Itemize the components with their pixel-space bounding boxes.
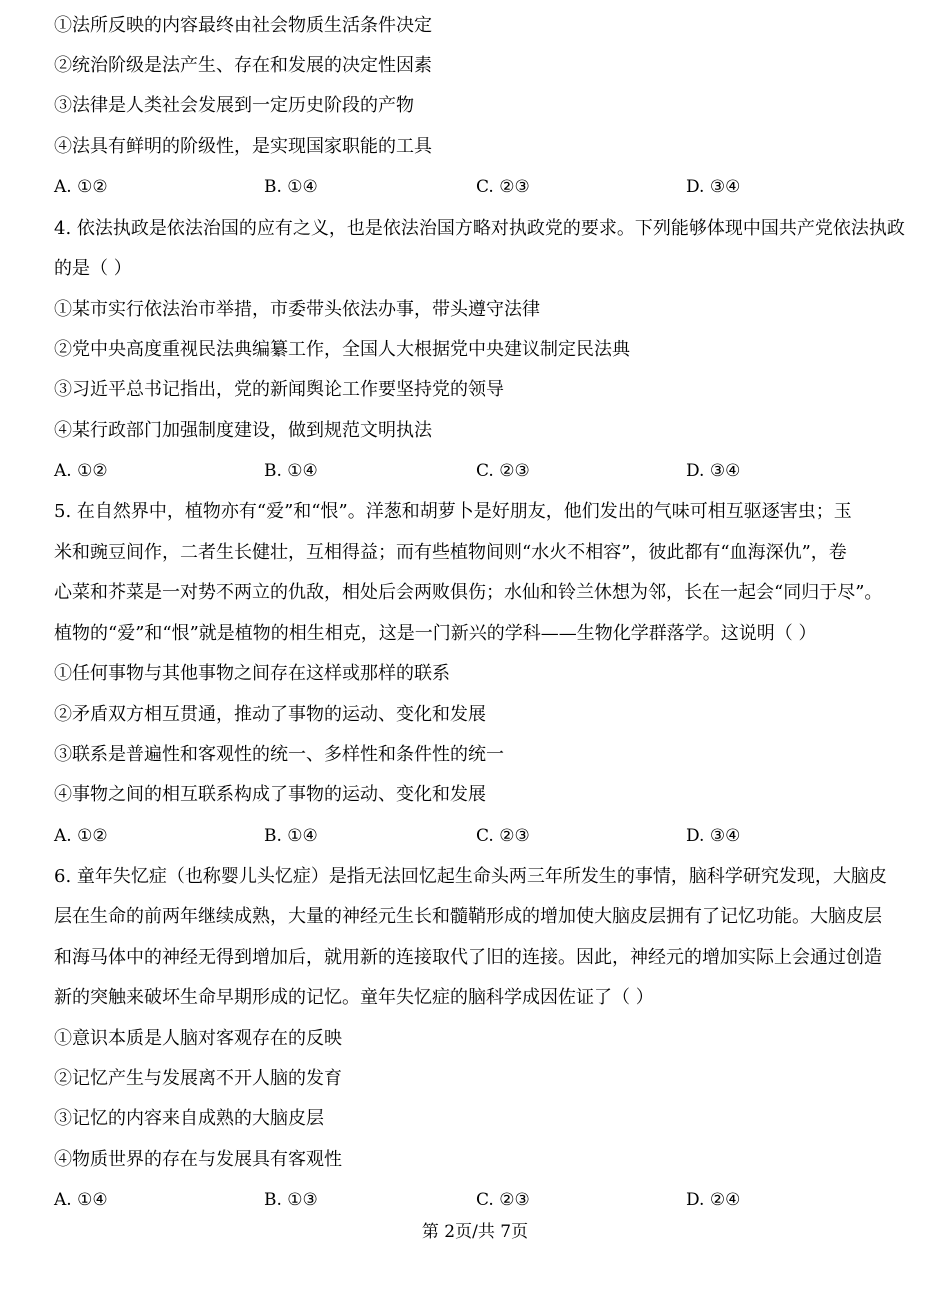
q3-statement-2: ②统治阶级是法产生、存在和发展的决定性因素 <box>54 55 432 76</box>
q6-stem-line-4: 新的突触来破坏生命早期形成的记忆。童年失忆症的脑科学成因佐证了（ ） <box>54 987 654 1008</box>
q4-statement-2: ②党中央高度重视民法典编纂工作，全国人大根据党中央建议制定民法典 <box>54 339 630 360</box>
q3-statement-1: ①法所反映的内容最终由社会物质生活条件决定 <box>54 15 432 36</box>
q6-statement-3: ③记忆的内容来自成熟的大脑皮层 <box>54 1108 324 1129</box>
q3-statement-3: ③法律是人类社会发展到一定历史阶段的产物 <box>54 95 414 116</box>
q5-stem-line-3: 心菜和芥菜是一对势不两立的仇敌，相处后会两败俱伤；水仙和铃兰休想为邻，长在一起会“同归于尽”。 <box>54 582 883 603</box>
q4-option-c: C. ②③ <box>476 461 530 481</box>
q4-statement-1: ①某市实行依法治市举措，市委带头依法办事，带头遵守法律 <box>54 299 540 320</box>
q4-statement-4: ④某行政部门加强制度建设，做到规范文明执法 <box>54 420 432 441</box>
q4-option-b: B. ①④ <box>264 461 318 481</box>
q5-statement-2: ②矛盾双方相互贯通，推动了事物的运动、变化和发展 <box>54 704 486 725</box>
q5-statement-4: ④事物之间的相互联系构成了事物的运动、变化和发展 <box>54 784 486 805</box>
q5-statement-1: ①任何事物与其他事物之间存在这样或那样的联系 <box>54 663 450 684</box>
q5-stem-line-2: 米和豌豆间作，二者生长健壮，互相得益；而有些植物间则“水火不相容”，彼此都有“血海深仇”，卷 <box>54 542 847 563</box>
q6-options <box>54 1188 914 1212</box>
q6-statement-4: ④物质世界的存在与发展具有客观性 <box>54 1149 342 1170</box>
q6-statement-2: ②记忆产生与发展离不开人脑的发育 <box>54 1068 342 1089</box>
q4-stem-line-1: 4. 依法执政是依法治国的应有之义，也是依法治国方略对执政党的要求。下列能够体现中国共产党依法执政 <box>54 218 905 239</box>
q3-option-d: D. ③④ <box>686 177 741 197</box>
q5-stem-line-1: 5. 在自然界中，植物亦有“爱”和“恨”。洋葱和胡萝卜是好朋友，他们发出的气味可相互驱逐害虫；玉 <box>54 501 852 522</box>
q4-option-d: D. ③④ <box>686 461 741 481</box>
q6-option-a: A. ①④ <box>54 1190 108 1210</box>
q6-option-c: C. ②③ <box>476 1190 530 1210</box>
q4-options <box>54 459 914 483</box>
q4-statement-3: ③习近平总书记指出，党的新闻舆论工作要坚持党的领导 <box>54 379 504 400</box>
q5-options <box>54 824 914 848</box>
q3-options <box>54 175 914 199</box>
q3-option-a: A. ①② <box>54 177 108 197</box>
q3-option-c: C. ②③ <box>476 177 530 197</box>
q4-option-a: A. ①② <box>54 461 108 481</box>
q5-option-a: A. ①② <box>54 826 108 846</box>
q5-option-b: B. ①④ <box>264 826 318 846</box>
q3-option-b: B. ①④ <box>264 177 318 197</box>
page-number-footer: 第 2页/共 7页 <box>421 1222 529 1242</box>
q5-statement-3: ③联系是普遍性和客观性的统一、多样性和条件性的统一 <box>54 744 504 765</box>
q5-stem-line-4: 植物的“爱”和“恨”就是植物的相生相克，这是一门新兴的学科——生物化学群落学。这说明（ ） <box>54 623 817 644</box>
q4-stem-line-2: 的是（ ） <box>54 258 132 279</box>
q6-stem-line-1: 6. 童年失忆症（也称婴儿头忆症）是指无法回忆起生命头两三年所发生的事情，脑科学研究发现，大脑皮 <box>54 866 887 887</box>
q6-stem-line-3: 和海马体中的神经无得到增加后，就用新的连接取代了旧的连接。因此，神经元的增加实际上会通过创造 <box>54 947 882 968</box>
q6-option-b: B. ①③ <box>264 1190 318 1210</box>
q3-statement-4: ④法具有鲜明的阶级性，是实现国家职能的工具 <box>54 136 432 157</box>
q6-statement-1: ①意识本质是人脑对客观存在的反映 <box>54 1028 342 1049</box>
q5-option-c: C. ②③ <box>476 826 530 846</box>
q6-stem-line-2: 层在生命的前两年继续成熟，大量的神经元生长和髓鞘形成的增加使大脑皮层拥有了记忆功能。大脑皮层 <box>54 906 882 927</box>
q5-option-d: D. ③④ <box>686 826 741 846</box>
q6-option-d: D. ②④ <box>686 1190 741 1210</box>
